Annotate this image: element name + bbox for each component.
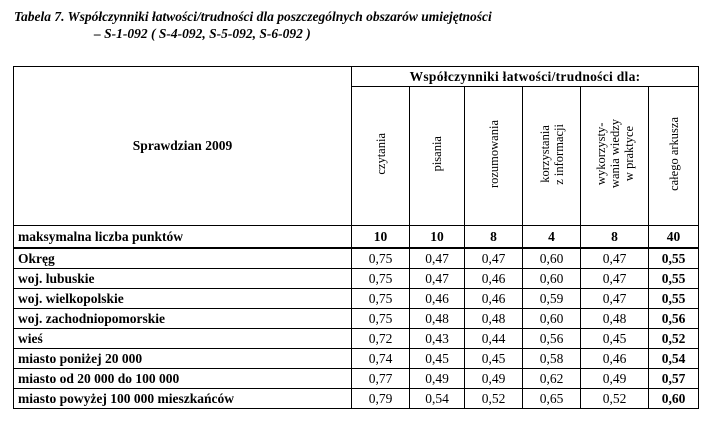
table-caption: [14, 8, 704, 42]
column-header: [649, 87, 699, 226]
table-cell: 0,49: [465, 369, 523, 389]
row-label: wieś: [14, 329, 352, 349]
row-label: woj. zachodniopomorskie: [14, 309, 352, 329]
table-cell: 0,55: [649, 248, 699, 269]
table-cell: 0,74: [352, 349, 410, 369]
table-cell: 0,45: [581, 329, 649, 349]
table-row: [14, 226, 699, 249]
table-cell: 0,57: [649, 369, 699, 389]
row-label: maksymalna liczba punktów: [14, 226, 352, 249]
column-header: [523, 87, 581, 226]
row-label: miasto od 20 000 do 100 000: [14, 369, 352, 389]
table-cell: 0,60: [523, 269, 581, 289]
table-cell: 0,62: [523, 369, 581, 389]
column-header-label: rozumowania: [486, 119, 501, 189]
table-row: [14, 389, 699, 409]
row-label: miasto powyżej 100 000 mieszkańców: [14, 389, 352, 409]
table-cell: 0,75: [352, 269, 410, 289]
table-cell: 0,46: [581, 349, 649, 369]
table-cell: 0,79: [352, 389, 410, 409]
table-cell: 0,52: [581, 389, 649, 409]
table-cell: 10: [352, 226, 410, 249]
column-header-label: korzystania z informacji: [537, 123, 566, 185]
table-row: [14, 349, 699, 369]
table-cell: 0,47: [581, 289, 649, 309]
table-cell: 40: [649, 226, 699, 249]
column-header: [410, 87, 465, 226]
table-cell: 0,47: [465, 248, 523, 269]
table-cell: 0,52: [649, 329, 699, 349]
coefficients-table: [13, 66, 699, 409]
table-cell: 0,47: [410, 269, 465, 289]
table-cell: 8: [465, 226, 523, 249]
table-cell: 0,48: [581, 309, 649, 329]
table-cell: 0,75: [352, 289, 410, 309]
table-cell: 0,55: [649, 289, 699, 309]
table-title: Sprawdzian 2009: [14, 67, 352, 226]
table-cell: 10: [410, 226, 465, 249]
table-cell: 0,56: [649, 309, 699, 329]
table-cell: 0,72: [352, 329, 410, 349]
table-cell: 0,46: [410, 289, 465, 309]
table-cell: 0,75: [352, 248, 410, 269]
table-cell: 0,55: [649, 269, 699, 289]
row-label: Okręg: [14, 248, 352, 269]
table-cell: 0,77: [352, 369, 410, 389]
table-cell: 0,52: [465, 389, 523, 409]
table-row: [14, 369, 699, 389]
table-cell: 0,60: [649, 389, 699, 409]
table-cell: 0,56: [523, 329, 581, 349]
column-header: [352, 87, 410, 226]
table-cell: 0,48: [465, 309, 523, 329]
caption-line-1: Tabela 7. Współczynniki łatwości/trudności dla poszczególnych obszarów umiejętności: [14, 9, 492, 24]
table-cell: 0,59: [523, 289, 581, 309]
table-cell: 0,58: [523, 349, 581, 369]
table-row: [14, 309, 699, 329]
table-row: [14, 329, 699, 349]
table-cell: 0,43: [410, 329, 465, 349]
table-cell: 0,46: [465, 289, 523, 309]
table-row: [14, 289, 699, 309]
column-header-label: pisania: [430, 136, 444, 172]
table-cell: 0,45: [410, 349, 465, 369]
table-cell: 0,47: [581, 269, 649, 289]
table-cell: 0,54: [410, 389, 465, 409]
column-header: [581, 87, 649, 226]
group-header: Współczynniki łatwości/trudności dla:: [352, 67, 699, 87]
table-cell: 0,49: [581, 369, 649, 389]
row-label: miasto poniżej 20 000: [14, 349, 352, 369]
table-cell: 0,60: [523, 248, 581, 269]
table-cell: 0,60: [523, 309, 581, 329]
table-cell: 0,46: [465, 269, 523, 289]
table-cell: 0,49: [410, 369, 465, 389]
table-cell: 0,45: [465, 349, 523, 369]
table-cell: 0,47: [581, 248, 649, 269]
table-cell: 8: [581, 226, 649, 249]
table-cell: 0,48: [410, 309, 465, 329]
table-row: [14, 248, 699, 269]
column-header: [465, 87, 523, 226]
table-cell: 0,54: [649, 349, 699, 369]
table-cell: 0,44: [465, 329, 523, 349]
caption-line-2: – S-1-092 ( S-4-092, S-5-092, S-6-092 ): [94, 26, 311, 41]
table-cell: 0,47: [410, 248, 465, 269]
table-cell: 0,75: [352, 309, 410, 329]
table-cell: 0,65: [523, 389, 581, 409]
row-label: woj. wielkopolskie: [14, 289, 352, 309]
column-header-label: wykorzysty- wania wiedzy w praktyce: [593, 119, 636, 189]
table-cell: 4: [523, 226, 581, 249]
table-row: [14, 269, 699, 289]
row-label: woj. lubuskie: [14, 269, 352, 289]
column-header-label: czytania: [373, 133, 388, 175]
column-header-label: całego arkusza: [666, 117, 681, 191]
